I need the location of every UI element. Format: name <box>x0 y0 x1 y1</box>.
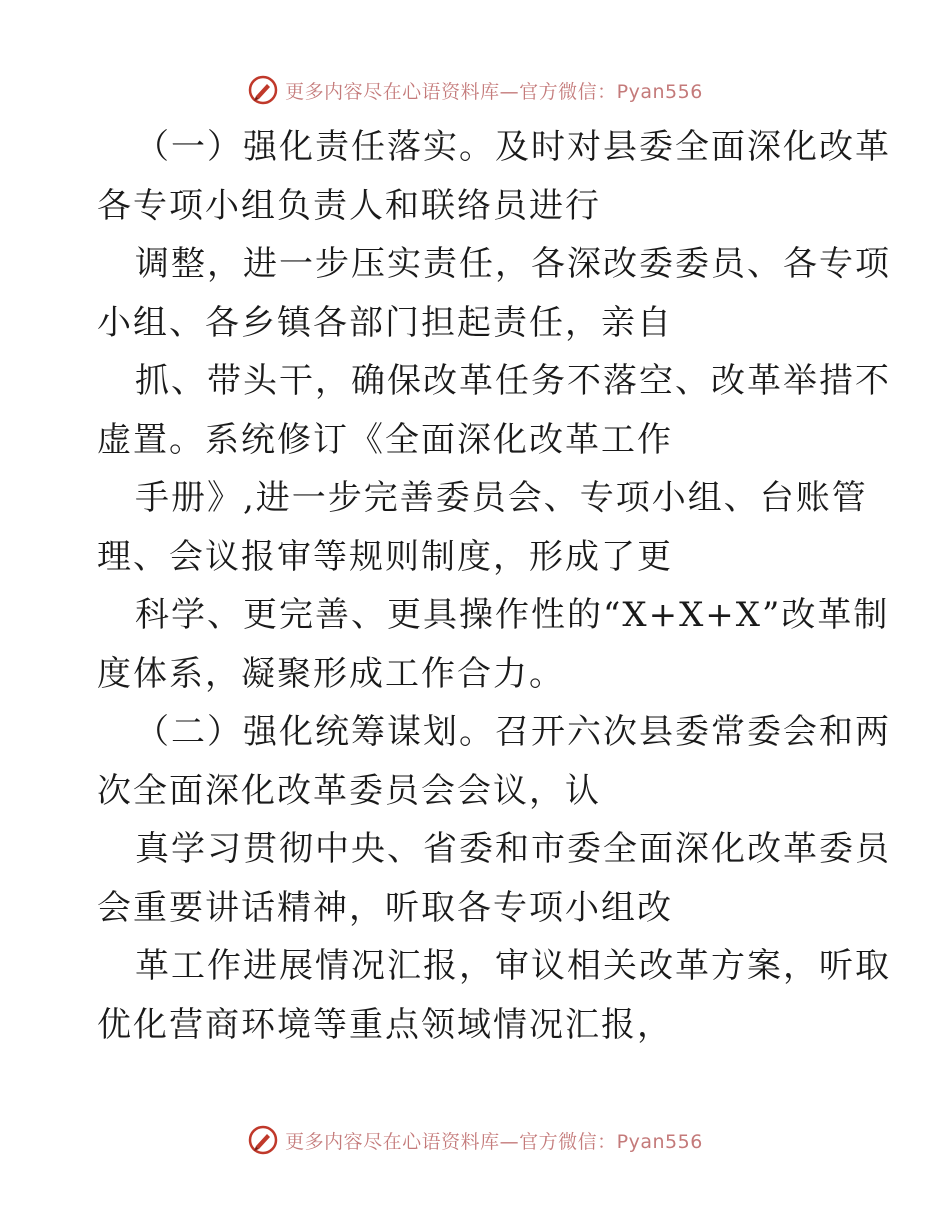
pen-logo-icon <box>247 1124 279 1156</box>
text-line: 革工作进展情况汇报，审议相关改革方案，听取 <box>135 946 891 986</box>
text-line: 小组、各乡镇各部门担起责任，亲自 <box>97 302 673 343</box>
watermark-text: 更多内容尽在心语资料库—官方微信：Pyan556 <box>285 80 703 103</box>
text-line: 各专项小组负责人和联络员进行 <box>97 185 601 226</box>
text-line: 理、会议报审等规则制度，形成了更 <box>97 536 673 577</box>
text-line: 优化营商环境等重点领域情况汇报， <box>97 1004 673 1045</box>
header-watermark <box>0 70 950 110</box>
text-line: （一）强化责任落实。及时对县委全面深化改革 <box>135 127 891 167</box>
text-line: 次全面深化改革委员会会议，认 <box>97 770 601 811</box>
text-line: 调整，进一步压实责任，各深改委委员、各专项 <box>135 244 891 284</box>
text-line: 科学、更完善、更具操作性的“X+X+X”改革制 <box>135 595 890 635</box>
document-body <box>97 118 891 1054</box>
footer-watermark <box>0 1120 950 1160</box>
text-line: 真学习贯彻中央、省委和市委全面深化改革委员 <box>135 829 891 869</box>
text-line: 度体系，凝聚形成工作合力。 <box>97 653 565 694</box>
text-line: （二）强化统筹谋划。召开六次县委常委会和两 <box>135 712 891 752</box>
text-line: 虚置。系统修订《全面深化改革工作 <box>97 419 673 460</box>
pen-logo-icon <box>247 74 279 106</box>
watermark-text: 更多内容尽在心语资料库—官方微信：Pyan556 <box>285 1130 703 1153</box>
text-line: 抓、带头干，确保改革任务不落空、改革举措不 <box>135 361 891 401</box>
text-line: 会重要讲话精神，听取各专项小组改 <box>97 887 673 928</box>
text-line: 手册》,进一步完善委员会、专项小组、台账管 <box>135 478 868 518</box>
